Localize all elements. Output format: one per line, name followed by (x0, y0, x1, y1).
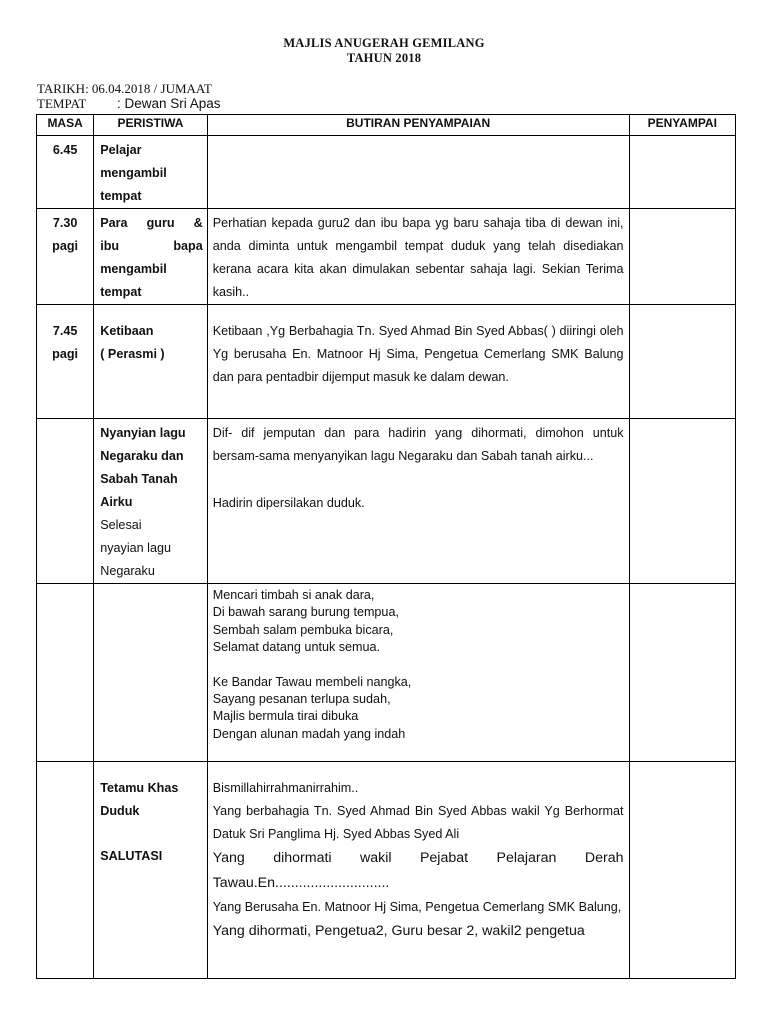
date-line: TARIKH: 06.04.2018 / JUMAAT (37, 81, 212, 96)
butiran-cell (207, 305, 629, 419)
pantun-line: Ke Bandar Tawau membeli nangka, (212, 674, 412, 689)
peristiwa-text: Duduk (100, 804, 140, 818)
butiran-cell (207, 209, 629, 305)
butiran-text: Yang Berusaha En. Matnoor Hj Sima, Pengetua Cemerlang SMK Balung, (212, 900, 622, 914)
masa-text: 6.45 (52, 143, 78, 157)
header-peristiwa: PERISTIWA (94, 115, 207, 136)
masa-cell (37, 136, 94, 209)
butiran-text: Ketibaan ,Yg Berbahagia Tn. Syed Ahmad Bin Syed Abbas( ) diiringi oleh Yg berusaha En. Matnoor Hj Sima, Pengetua Cemerlang SMK Balung dan para pentadbir dijemput masuk ke dalam dewan. (212, 324, 624, 384)
penyampai-cell (629, 136, 735, 209)
peristiwa-note: nyayian lagu (100, 541, 171, 555)
butiran-text: Yang dihormati, Pengetua2, Guru besar 2, wakil2 pengetua (212, 923, 585, 939)
peristiwa-text: mengambil (100, 262, 167, 276)
peristiwa-text: Nyanyian lagu (100, 426, 186, 440)
peristiwa-text: Sabah Tanah (100, 472, 178, 486)
masa-text: pagi (52, 239, 79, 253)
pantun-line: Dengan alunan madah yang indah (212, 726, 406, 741)
butiran-text: Bismillahirrahmanirrahim.. (212, 781, 359, 795)
masa-cell (37, 209, 94, 305)
peristiwa-text: Pelajar (100, 143, 142, 157)
peristiwa-note: Negaraku (100, 564, 155, 578)
peristiwa-cell (94, 584, 207, 762)
venue-value: : Dewan Sri Apas (117, 96, 221, 111)
pantun-cell (207, 584, 629, 762)
program-table (36, 114, 736, 979)
peristiwa-text: Ketibaan (100, 324, 154, 338)
venue-label: TEMPAT (37, 96, 87, 111)
peristiwa-cell (94, 209, 207, 305)
peristiwa-text: tempat (100, 285, 142, 299)
peristiwa-cell (94, 419, 207, 584)
header-butiran: BUTIRAN PENYAMPAIAN (207, 115, 629, 136)
pantun-line: Mencari timbah si anak dara, (212, 588, 375, 602)
header-penyampai: PENYAMPAI (629, 115, 735, 136)
table-row (37, 209, 736, 305)
document-subtitle: TAHUN 2018 (346, 51, 422, 65)
penyampai-cell (629, 209, 735, 305)
peristiwa-note: Selesai (100, 518, 142, 532)
table-row (37, 584, 736, 762)
butiran-text: Dif- dif jemputan dan para hadirin yang dihormati, dimohon untuk bersam-sama menyanyikan lagu Negaraku dan Sabah tanah airku... (212, 426, 624, 463)
table-row (37, 136, 736, 209)
peristiwa-cell (94, 136, 207, 209)
penyampai-cell (629, 762, 735, 979)
butiran-cell (207, 136, 629, 209)
penyampai-cell (629, 305, 735, 419)
venue-line (37, 96, 221, 112)
pantun-line: Di bawah sarang burung tempua, (212, 605, 399, 620)
butiran-cell (207, 419, 629, 584)
peristiwa-text: tempat (100, 189, 142, 203)
butiran-text: Perhatian kepada guru2 dan ibu bapa yg baru sahaja tiba di dewan ini, anda diminta untuk mengambil tempat duduk yang telah disediakan kerana acara kita akan dimulakan sebentar sahaja lagi. Sekian Terima kasih.. (212, 216, 624, 299)
pantun-line: Sembah salam pembuka bicara, (212, 622, 394, 637)
butiran-text: Hadirin dipersilakan duduk. (212, 496, 365, 510)
masa-text: 7.30 (52, 216, 78, 230)
peristiwa-text: Tetamu Khas (100, 781, 179, 795)
butiran-cell (207, 762, 629, 979)
peristiwa-text: Para guru & (100, 216, 203, 230)
pantun-line: Selamat datang untuk semua. (212, 640, 381, 655)
masa-cell (37, 762, 94, 979)
pantun-line: Sayang pesanan terlupa sudah, (212, 692, 391, 707)
table-row (37, 762, 736, 979)
peristiwa-text: ( Perasmi ) (100, 347, 165, 361)
peristiwa-text: mengambil (100, 166, 167, 180)
table-header-row (37, 115, 736, 136)
masa-text: pagi (52, 347, 79, 361)
peristiwa-cell (94, 762, 207, 979)
penyampai-cell (629, 419, 735, 584)
peristiwa-text: Airku (100, 495, 133, 509)
masa-cell (37, 305, 94, 419)
penyampai-cell (629, 584, 735, 762)
butiran-text: Yang dihormati wakil Pejabat Pelajaran Derah Tawau.En............................. (212, 850, 624, 891)
table-row (37, 419, 736, 584)
peristiwa-cell (94, 305, 207, 419)
document-title: MAJLIS ANUGERAH GEMILANG (283, 36, 485, 50)
peristiwa-text: ibu bapa (100, 239, 203, 253)
masa-cell (37, 419, 94, 584)
peristiwa-text: SALUTASI (100, 849, 163, 863)
table-row (37, 305, 736, 419)
masa-cell (37, 584, 94, 762)
peristiwa-text: Negaraku dan (100, 449, 184, 463)
pantun-line: Majlis bermula tirai dibuka (212, 709, 359, 724)
header-masa: MASA (37, 115, 94, 136)
butiran-text: Yang berbahagia Tn. Syed Ahmad Bin Syed Abbas wakil Yg Berhormat Datuk Sri Panglima Hj. Syed Abbas Syed Ali (212, 804, 624, 841)
masa-text: 7.45 (52, 324, 78, 338)
